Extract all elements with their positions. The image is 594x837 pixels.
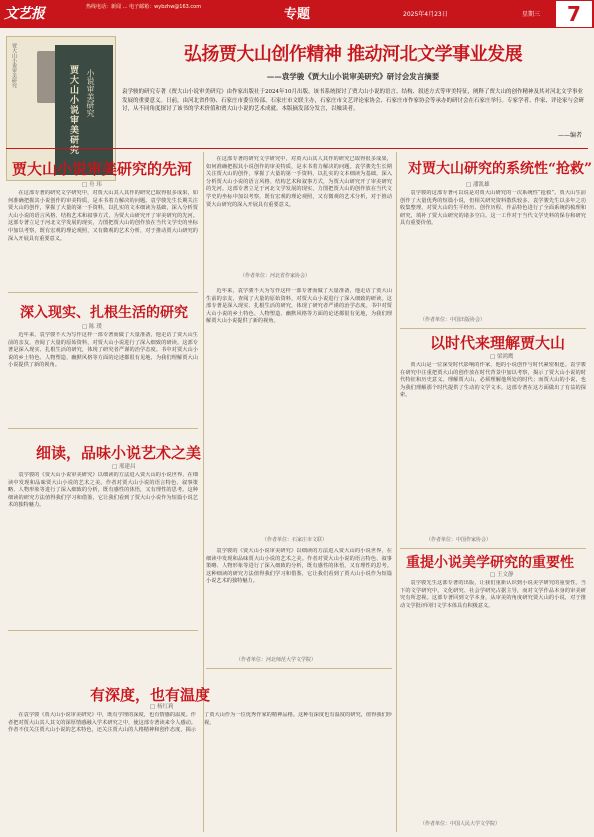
article-author: □ 王文静 [490,572,514,578]
page-title: 弘扬贾大山创作精神 推动河北文学事业发展 [183,44,523,65]
article-author: □ 潘凯雄 [466,182,490,188]
article-title: 深入现实、扎根生活的研究 [20,305,188,321]
article-author: □ 陈 璞 [82,324,102,330]
issue-date: 2025年4月23日 [403,11,448,18]
newspaper-logo: 文艺报 [4,6,45,22]
book-title: 贾大山小说审美研究 [68,65,78,155]
article-body-continued: 袁学骏的《贾大山小说审美研究》以细读的方法进入贾大山的小说世界，在细读中发现和品味贾大山小说的艺术之美。作者对贾大山小说的语言特色、叙事策略、人物形象等进行了深入细致的分析，既有感性的体悟，又有理性的思考。这种细读的研究方法值得我们学习和借鉴，它让我们看到了贾大山小说作为短篇小说艺术的独特魅力。 [206,548,392,585]
column-divider [396,152,397,832]
editor-intro: 袁学骏的研究专著《贾大山小说审美研究》由作家出版社于2024年10月出版。该书系统探讨了贾大山小说的语言、结构、叙述方式等审美特征，阐释了贾大山的创作精神及其对河北文学事业发展的重要意义。日前，由河北省作协、石家庄市委宣传部、石家庄市文联主办，石家庄市文艺评论家协会、石家庄市作家协会等承办的研讨会在石家庄举行。专家学者、作家、评论家与会研讨，从不同角度探讨了该书的学术价值和贾大山小说的艺术成就。本版摘发部分发言，以飨读者。 [122,89,585,112]
page-number: 7 [556,1,592,27]
article-note: （作者单位：河北省作家协会） [240,273,311,279]
article-separator [8,428,198,429]
article-title: 贾大山小说审美研究的先河 [12,160,193,178]
book-cover [55,45,113,175]
hotline-info: 热线电话：新闻 … 电子邮箱：wybzhw@163.com [86,4,202,10]
article-author: □ 邢建昌 [112,464,136,470]
article-body-continued: 在这部专著的研究文学研究中，对贾大山其人其作的研究已取得很多成果，如何准确把握其小说创作的审美特质，是本书着力解决的问题。袁学骏先生长期关注贾大山的创作，掌握了大量的第一手资料，以扎实的文本细读为基础，深入分析贾大山小说的语言风格、结构艺术和叙事方式，为贾大山研究开了审美研究的先河。这部专著立足于河北文学发展的现实，力图把贾大山的创作放在当代文学史的坐标中加以考察，既有宏观的理论观照，又有微观的艺术分析，对于推动贾大山研究的深入开展具有重要意义。 [206,156,392,208]
article-separator [400,548,586,549]
issue-weekday: 星期三 [522,11,541,18]
article-author: □ 杨红莉 [150,704,174,710]
article-body: 贾大山是一位深受时代影响的作家，他的小说创作与时代紧密相连。袁学骏在研究中注重把贾大山的创作放在时代背景中加以考察，揭示了贾大山小说的时代特征和历史意义。理解贾大山，必须理解他所处的时代；而贾大山的小说，也为我们理解那个时代提供了生动的文学文本。这部专著在这方面做出了有益的探索。 [400,362,586,399]
article-note: （作者单位：中国人民大学文学院） [420,821,501,827]
article-body-continued: 近年来，袁学骏不大为写作这样一部专著而做了大量准备，他走访了贾大山生前的亲友，查阅了大量的原始资料，对贾大山小说进行了深入细致的研读。这部专著是深入现实、扎根生活的研究，体现了研究者严谨的治学态度。书中对贾大山小说的乡土特色、人物塑造、幽默风格等方面的论述都很有见地，为我们理解贾大山小说提供了新的视角。 [206,288,392,325]
section-title: 专题 [283,7,310,22]
article-body: 在袁学骏《贾大山小说审美研究》中，既有学理的深度，也有情感的温度。作者把对贾大山其人其文的深厚情感融入学术研究之中，使这部专著读来令人感动。作者不仅关注贾大山小说的艺术特色，还关注贾大山的人格精神和创作态度，揭示了贾大山作为一位优秀作家的精神品格。这种有深度也有温度的研究，值得我们珍视。 [8,712,392,734]
article-note: （作者单位：中国作家协会） [426,537,492,543]
article-note: （作者单位：河北师范大学文学院） [236,657,317,663]
article-title: 有深度，也有温度 [90,686,211,704]
article-title: 细读，品味小说艺术之美 [36,444,202,462]
article-body: 近年来，袁学骏不大为写作这样一部专著而做了大量准备，他走访了贾大山生前的亲友，查阅了大量的原始资料，对贾大山小说进行了深入细致的研读。这部专著是深入现实、扎根生活的研究，体现了研究者严谨的治学态度。书中对贾大山小说的乡土特色、人物塑造、幽默风格等方面的论述都很有见地，为我们理解贾大山小说提供了新的视角。 [8,332,198,369]
article-separator [8,292,198,293]
cover-caption: 贾大山小说审美研究 [11,43,17,88]
article-author: □ 梁鸿鹰 [490,354,514,360]
article-separator [8,630,198,631]
article-title: 对贾大山研究的系统性“抢救” [408,161,593,177]
article-author: □ 舟 玮 [82,182,102,188]
article-note: （作者单位：中国出版协会） [420,317,486,323]
article-title: 以时代来理解贾大山 [430,334,566,352]
article-body: 袁学骏的《贾大山小说审美研究》以细读的方法进入贾大山的小说世界，在细读中发现和品味贾大山小说的艺术之美。作者对贾大山小说的语言特色、叙事策略、人物形象等进行了深入细致的分析，既有感性的体悟，又有理性的思考。这种细读的研究方法值得我们学习和借鉴，它让我们看到了贾大山小说作为短篇小说艺术的独特魅力。 [8,472,198,509]
header-divider [6,148,588,149]
masthead-bar [0,0,594,28]
article-body: 在这部专著的研究文学研究中，对贾大山其人其作的研究已取得很多成果，如何准确把握其小说创作的审美特质，是本书着力解决的问题。袁学骏先生长期关注贾大山的创作，掌握了大量的第一手资料，以扎实的文本细读为基础，深入分析贾大山小说的语言风格、结构艺术和叙事方式，为贾大山研究开了审美研究的先河。这部专著立足于河北文学发展的现实，力图把贾大山的创作放在当代文学史的坐标中加以考察，既有宏观的理论观照，又有微观的艺术分析，对于推动贾大山研究的深入开展具有重要意义。 [8,190,198,242]
article-body: 袁学骏先生这部专著的出版，让我们重新认识到小说美学研究的重要性。当下的文学研究中，文化研究、社会学研究占据主导，而对文学作品本身的审美研究有所忽视。这部专著回到文学本身，从审美的角度研究贾大山的小说，对于推动文学批评回归文学本体具有积极意义。 [400,580,586,609]
article-separator [206,668,392,669]
article-title: 重提小说美学研究的重要性 [406,555,574,571]
article-body: 袁学骏的这部专著可以说是对贾大山研究的一次系统性“抢救”。贾大山生前创作了大量优秀的短篇小说，但相关研究资料散佚较多。袁学骏先生以多年之功收集整理，对贾大山的生平经历、创作历程、作品特色进行了全面系统的梳理和研究，填补了贾大山研究的诸多空白。这一工作对于当代文学史料的保存和研究具有重要价值。 [400,190,586,227]
article-note: （作者单位：石家庄市文联） [262,537,328,543]
editor-signature: ——编者 [558,132,583,139]
article-separator [400,328,586,329]
page-subtitle: ——袁学骏《贾大山小说审美研究》研讨会发言摘要 [266,72,440,81]
book-subtitle: 小说审美研究 [86,69,95,117]
